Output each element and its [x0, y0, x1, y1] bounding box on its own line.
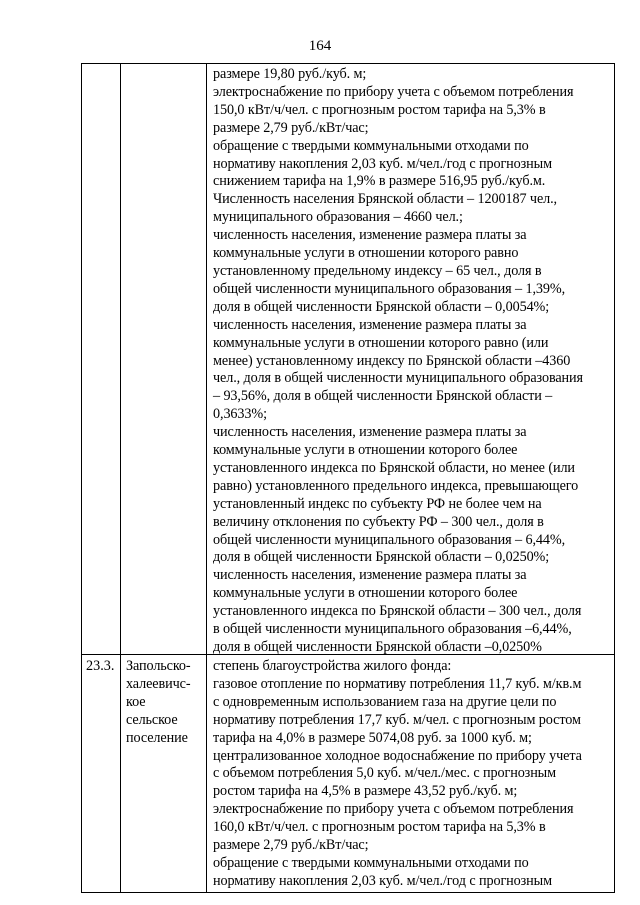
text-line: коммунальные услуги в отношении которого равно (или [213, 334, 549, 351]
text-line: установленного индекса по Брянской области – 300 чел., доля [213, 603, 582, 620]
text-line: Численность населения Брянской области – 1200187 чел., [213, 191, 558, 208]
text-line: снижением тарифа на 1,9% в размере 516,95 руб./куб.м. [213, 173, 546, 190]
row-2-settlement-name [126, 658, 191, 748]
text-line: централизованное холодное водоснабжение по прибору учета [213, 747, 582, 764]
text-line: менее) установленному индексу по Брянской области –4360 [213, 352, 571, 369]
row-2-description [213, 658, 582, 891]
text-line: доля в общей численности Брянской области – 0,0250%; [213, 549, 550, 566]
text-line: численность населения, изменение размера платы за [213, 227, 527, 244]
text-line: величину отклонения по субъекту РФ – 300 чел., доля в [213, 513, 544, 530]
text-line: общей численности муниципального образования – 1,39%, [213, 280, 566, 297]
text-line: нормативу накопления 2,03 куб. м/чел./год с прогнозным [213, 155, 552, 172]
text-line: обращение с твердыми коммунальными отходами по [213, 137, 529, 154]
page-number: 164 [308, 38, 332, 54]
text-line: кое [126, 693, 146, 710]
text-line: общей численности муниципального образования – 6,44%, [213, 531, 566, 548]
text-line: – 93,56%, доля в общей численности Брянской области – [213, 388, 553, 405]
text-line: муниципального образования – 4660 чел.; [213, 209, 463, 226]
row-1-description [213, 66, 583, 657]
document-table [81, 63, 615, 893]
text-line: поселение [126, 729, 188, 746]
text-line: степень благоустройства жилого фонда: [213, 658, 452, 674]
text-line: газовое отопление по нормативу потребления 11,7 куб. м/кв.м [213, 675, 582, 692]
column-divider [206, 64, 207, 892]
text-line: халеевичс- [126, 675, 191, 692]
text-line: электроснабжение по прибору учета с объемом потребления [213, 83, 574, 100]
text-line: электроснабжение по прибору учета с объемом потребления [213, 801, 574, 818]
text-line: численность населения, изменение размера платы за [213, 424, 527, 441]
text-line: равно) установленного предельного индекса, превышающего [213, 477, 579, 494]
row-2-number: 23.3. [86, 658, 115, 674]
text-line: численность населения, изменение размера платы за [213, 316, 527, 333]
text-line: размере 19,80 руб./куб. м; [213, 66, 367, 82]
text-line: установленный индекс по субъекту РФ не более чем на [213, 495, 542, 512]
text-line: ростом тарифа на 4,5% в размере 43,52 руб./куб. м; [213, 783, 518, 800]
text-line: доля в общей численности Брянской области –0,0250% [213, 639, 542, 655]
text-line: обращение с твердыми коммунальными отходами по [213, 854, 529, 871]
text-line: Запольско- [126, 658, 191, 674]
text-line: с одновременным использованием газа на другие цели по [213, 693, 557, 710]
text-line: установленного индекса по Брянской области, но менее (или [213, 459, 575, 476]
text-line: 0,3633%; [213, 406, 267, 423]
column-divider [120, 64, 121, 892]
text-line: размере 2,79 руб./кВт/час; [213, 119, 369, 136]
text-line: 160,0 кВт/ч/чел. с прогнозным ростом тарифа на 5,3% в [213, 819, 546, 836]
text-line: нормативу потребления 17,7 куб. м/чел. с прогнозным ростом [213, 711, 581, 728]
text-line: нормативу накопления 2,03 куб. м/чел./год с прогнозным [213, 872, 552, 889]
text-line: коммунальные услуги в отношении которого более [213, 585, 518, 602]
text-line: тарифа на 4,0% в размере 5074,08 руб. за 1000 куб. м; [213, 729, 532, 746]
text-line: сельское [126, 711, 178, 728]
text-line: установленному предельному индексу – 65 чел., доля в [213, 262, 542, 279]
text-line: численность населения, изменение размера платы за [213, 567, 527, 584]
text-line: с объемом потребления 5,0 куб. м/чел./мес. с прогнозным [213, 765, 556, 782]
text-line: размере 2,79 руб./кВт/час; [213, 837, 369, 854]
text-line: чел., доля в общей численности муниципального образования [213, 370, 583, 387]
text-line: 150,0 кВт/ч/чел. с прогнозным ростом тарифа на 5,3% в [213, 101, 546, 118]
text-line: в общей численности муниципального образования –6,44%, [213, 621, 572, 638]
text-line: доля в общей численности Брянской области – 0,0054%; [213, 298, 550, 315]
text-line: коммунальные услуги в отношении которого более [213, 442, 518, 459]
text-line: коммунальные услуги в отношении которого равно [213, 245, 519, 262]
